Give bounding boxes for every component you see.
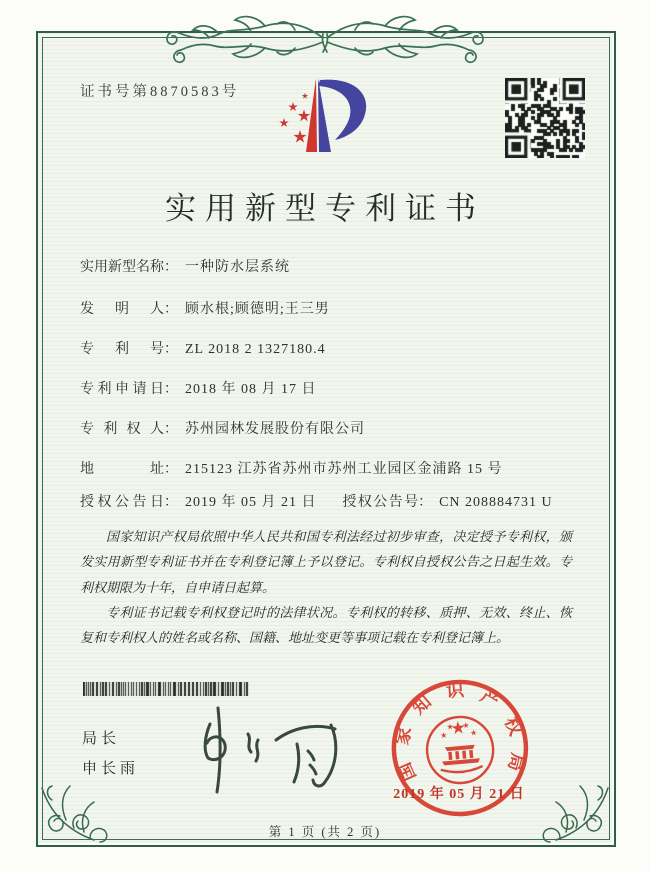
field-colon: ： — [164, 260, 178, 275]
field-label: 发明人 — [80, 302, 164, 317]
seal-ring-text: 国家知识产权局 — [391, 679, 529, 785]
page-footer: 第 1 页 (共 2 页) — [268, 825, 382, 839]
official-seal-icon — [379, 668, 542, 831]
qr-code — [505, 78, 585, 158]
field-label: 专利号 — [80, 342, 164, 357]
field-value: 2018 年 08 月 17 日 — [185, 382, 317, 397]
field-colon: ： — [164, 422, 178, 437]
field-colon: ： — [418, 495, 433, 510]
field-colon: ： — [164, 495, 178, 510]
grant-no-value: CN 208884731 U — [439, 495, 553, 510]
field-value: 一种防水层系统 — [185, 260, 290, 275]
field-colon: ： — [164, 462, 178, 477]
field-row-filing-date — [80, 378, 580, 398]
certificate-title: 实用新型专利证书 — [165, 191, 485, 226]
field-row-grant — [80, 491, 580, 511]
field-value: 苏州园林发展股份有限公司 — [185, 422, 365, 437]
field-label: 授权公告日 — [80, 495, 164, 510]
certificate-number: 证书号第8870583号 — [80, 84, 240, 100]
seal-date: 2019 年 05 月 21 日 — [393, 787, 525, 802]
field-label: 授权公告号 — [342, 495, 419, 510]
field-row-inventor — [80, 298, 580, 318]
field-row-patentee — [80, 418, 580, 438]
field-row-address — [80, 458, 580, 478]
field-colon: ： — [164, 382, 178, 397]
field-value: 顾水根;顾德明;王三男 — [185, 302, 330, 317]
top-scroll-ornament-icon — [145, 4, 505, 64]
director-title: 局长 — [82, 731, 121, 747]
field-colon: ： — [164, 302, 178, 317]
national-emblem — [424, 714, 496, 786]
barcode — [83, 682, 249, 696]
field-row-name — [80, 256, 580, 276]
director-name: 申长雨 — [82, 761, 140, 777]
field-value: 215123 江苏省苏州市苏州工业园区金浦路 15 号 — [185, 462, 503, 477]
legal-paragraph-1: 国家知识产权局依照中华人民共和国专利法经过初步审查，决定授予专利权，颁发实用新型专利证书并在专利登记簿上予以登记。专利权自授权公告之日起生效。专利权期限为十年，自申请日起算。 — [80, 529, 572, 595]
director-signature-icon — [180, 700, 355, 795]
field-value: ZL 2018 2 1327180.4 — [185, 342, 326, 357]
legal-paragraph-2: 专利证书记载专利权登记时的法律状况。专利权的转移、质押、无效、终止、恢复和专利权人的姓名或名称、国籍、地址变更等事项记载在专利登记簿上。 — [80, 605, 572, 646]
grant-date-value: 2019 年 05 月 21 日 — [185, 495, 317, 510]
field-label: 实用新型名称 — [80, 260, 164, 275]
legal-text-block — [80, 524, 572, 651]
field-label: 专利权人 — [80, 422, 164, 437]
field-label: 专利申请日 — [80, 382, 164, 397]
field-row-patent-no — [80, 338, 580, 358]
field-label: 地址 — [80, 462, 164, 477]
cnipa-logo-icon — [255, 70, 405, 182]
field-colon: ： — [164, 342, 178, 357]
